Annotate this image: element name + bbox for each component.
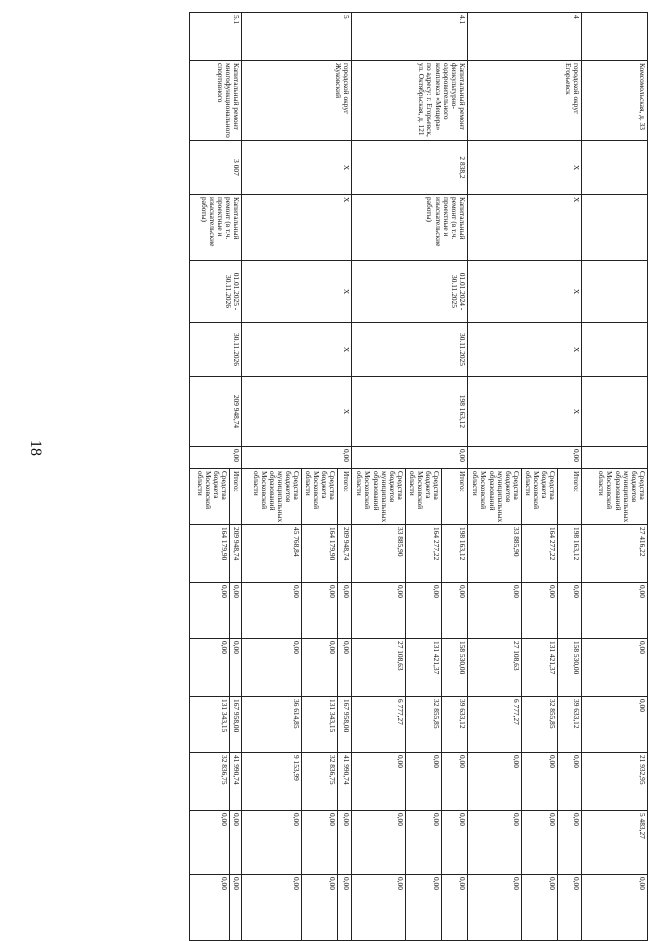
funding-source-cell: Средства бюджетов муниципальных образований Московской области xyxy=(352,469,406,525)
year-2027-cell: 0,00 xyxy=(352,811,406,875)
year-2026-cell: 32 836,75 xyxy=(190,753,230,811)
deadline-cell xyxy=(582,323,648,377)
remainder-cell: 0,00 xyxy=(352,875,406,941)
work-type-cell xyxy=(582,195,648,261)
row-number-cell: 4.1 xyxy=(352,13,468,61)
deadline-cell: X xyxy=(468,323,582,377)
year-2024-cell: 158 530,00 xyxy=(558,639,582,697)
remainder-cell: 0,00 xyxy=(558,875,582,941)
capacity-cell xyxy=(582,141,648,195)
year-2024-cell: 0,00 xyxy=(582,639,648,697)
object-name-cell: Капитальный ремонт физкультурно-оздоровительного комплекса «Мещера» по адресу: г. Егорьевск, ул. Октябрьская, д. 121 xyxy=(352,61,468,141)
year-2025-cell: 167 958,00 xyxy=(230,697,242,753)
year-2024-cell: 131 421,37 xyxy=(406,639,442,697)
remainder-cell: 0,00 xyxy=(302,875,338,941)
year-2024-cell: 0,00 xyxy=(338,639,352,697)
row-number-cell: 4 xyxy=(468,13,582,61)
funding-source-cell: Средства бюджета Московской области xyxy=(406,469,442,525)
year-2025-cell: 0,00 xyxy=(582,697,648,753)
row-number-cell xyxy=(582,13,648,61)
table-row xyxy=(442,13,468,941)
year-2026-cell: 0,00 xyxy=(442,753,468,811)
funding-source-cell: Итого: xyxy=(558,469,582,525)
work-period-cell xyxy=(582,261,648,323)
year-2024-cell: 27 108,63 xyxy=(352,639,406,697)
total-cell: 33 885,90 xyxy=(352,525,406,583)
object-name-cell: городской округ Жуковский xyxy=(242,61,352,141)
year-2026-cell: 0,00 xyxy=(522,753,558,811)
remainder-cell: 0,00 xyxy=(442,875,468,941)
funding-source-cell: Итого: xyxy=(230,469,242,525)
financed-cell: 0,00 xyxy=(468,447,582,469)
year-2023-cell: 0,00 xyxy=(242,583,302,639)
funding-source-cell: Итого: xyxy=(338,469,352,525)
year-2024-cell: 27 108,63 xyxy=(468,639,522,697)
year-2024-cell: 131 421,37 xyxy=(522,639,558,697)
total-cell: 198 163,12 xyxy=(442,525,468,583)
year-2027-cell: 0,00 xyxy=(302,811,338,875)
work-period-cell: 01.01.2025 - 30.11.2026 xyxy=(190,261,242,323)
year-2027-cell: 5 483,27 xyxy=(582,811,648,875)
year-2027-cell: 0,00 xyxy=(406,811,442,875)
year-2023-cell: 0,00 xyxy=(352,583,406,639)
year-2025-cell: 32 855,85 xyxy=(522,697,558,753)
year-2023-cell: 0,00 xyxy=(406,583,442,639)
year-2026-cell: 0,00 xyxy=(558,753,582,811)
year-2023-cell: 0,00 xyxy=(522,583,558,639)
year-2024-cell: 0,00 xyxy=(302,639,338,697)
work-period-cell: 01.01.2024 - 30.11.2025 xyxy=(352,261,468,323)
total-cell: 164 179,90 xyxy=(190,525,230,583)
year-2027-cell: 0,00 xyxy=(338,811,352,875)
row-number-cell: 5.1 xyxy=(190,13,242,61)
cost-limit-cell: X xyxy=(242,377,352,447)
funding-source-cell: Итого: xyxy=(442,469,468,525)
year-2025-cell: 36 614,85 xyxy=(242,697,302,753)
year-2027-cell: 0,00 xyxy=(468,811,522,875)
remainder-cell: 0,00 xyxy=(522,875,558,941)
table-row xyxy=(338,13,352,941)
table-row xyxy=(558,13,582,941)
year-2025-cell: 6 777,27 xyxy=(352,697,406,753)
work-period-cell: X xyxy=(242,261,352,323)
year-2023-cell: 0,00 xyxy=(468,583,522,639)
capacity-cell: 2 838,2 xyxy=(352,141,468,195)
capacity-cell: 3 007 xyxy=(190,141,242,195)
total-cell: 164 179,90 xyxy=(302,525,338,583)
cost-limit-cell: 198 163,12 xyxy=(352,377,468,447)
funding-source-cell: Средства бюджета Московской области xyxy=(522,469,558,525)
year-2024-cell: 158 530,00 xyxy=(442,639,468,697)
year-2023-cell: 0,00 xyxy=(338,583,352,639)
work-type-cell: X xyxy=(468,195,582,261)
remainder-cell: 0,00 xyxy=(190,875,230,941)
total-cell: 33 885,90 xyxy=(468,525,522,583)
year-2027-cell: 0,00 xyxy=(190,811,230,875)
year-2023-cell: 0,00 xyxy=(302,583,338,639)
total-cell: 209 948,74 xyxy=(338,525,352,583)
financed-cell: 0,00 xyxy=(352,447,468,469)
funding-source-cell: Средства бюджета Московской области xyxy=(190,469,230,525)
year-2025-cell: 39 633,12 xyxy=(442,697,468,753)
year-2025-cell: 131 343,15 xyxy=(190,697,230,753)
financed-cell: 0,00 xyxy=(190,447,242,469)
deadline-cell: 30.11.2026 xyxy=(190,323,242,377)
year-2025-cell: 167 958,00 xyxy=(338,697,352,753)
remainder-cell: 0,00 xyxy=(582,875,648,941)
object-name-cell: городской округ Егорьевск xyxy=(468,61,582,141)
year-2024-cell: 0,00 xyxy=(242,639,302,697)
year-2027-cell: 0,00 xyxy=(242,811,302,875)
cost-limit-cell xyxy=(582,377,648,447)
remainder-cell: 0,00 xyxy=(338,875,352,941)
total-cell: 164 277,22 xyxy=(406,525,442,583)
remainder-cell: 0,00 xyxy=(242,875,302,941)
rotated-table-container xyxy=(100,12,648,894)
total-cell: 198 163,12 xyxy=(558,525,582,583)
table-row xyxy=(230,13,242,941)
financed-cell: 0,00 xyxy=(242,447,352,469)
total-cell: 45 768,84 xyxy=(242,525,302,583)
budget-table xyxy=(189,12,648,941)
cost-limit-cell: 209 948,74 xyxy=(190,377,242,447)
work-period-cell: X xyxy=(468,261,582,323)
year-2026-cell: 41 990,74 xyxy=(230,753,242,811)
total-cell: 27 416,22 xyxy=(582,525,648,583)
capacity-cell: X xyxy=(242,141,352,195)
year-2023-cell: 0,00 xyxy=(442,583,468,639)
year-2026-cell: 0,00 xyxy=(352,753,406,811)
year-2025-cell: 39 633,12 xyxy=(558,697,582,753)
remainder-cell: 0,00 xyxy=(468,875,522,941)
year-2023-cell: 0,00 xyxy=(582,583,648,639)
year-2024-cell: 0,00 xyxy=(190,639,230,697)
work-type-cell: Капитальный ремонт (в т.ч. проектные и изыскательские работы) xyxy=(190,195,242,261)
cost-limit-cell: X xyxy=(468,377,582,447)
year-2027-cell: 0,00 xyxy=(522,811,558,875)
deadline-cell: 30.11.2025 xyxy=(352,323,468,377)
year-2026-cell: 32 836,75 xyxy=(302,753,338,811)
row-number-cell: 5 xyxy=(242,13,352,61)
year-2027-cell: 0,00 xyxy=(230,811,242,875)
year-2024-cell: 0,00 xyxy=(230,639,242,697)
deadline-cell: X xyxy=(242,323,352,377)
year-2023-cell: 0,00 xyxy=(190,583,230,639)
page-number: 18 xyxy=(27,440,44,456)
year-2025-cell: 131 343,15 xyxy=(302,697,338,753)
work-type-cell: X xyxy=(242,195,352,261)
year-2026-cell: 0,00 xyxy=(468,753,522,811)
year-2026-cell: 0,00 xyxy=(406,753,442,811)
year-2023-cell: 0,00 xyxy=(230,583,242,639)
object-name-cell: Комсомольская, д. 33 xyxy=(582,61,648,141)
year-2025-cell: 32 855,85 xyxy=(406,697,442,753)
table-row xyxy=(582,13,648,941)
year-2025-cell: 6 777,27 xyxy=(468,697,522,753)
object-name-cell: Капитальный ремонт многофункционального спортивного xyxy=(190,61,242,141)
capacity-cell: X xyxy=(468,141,582,195)
funding-source-cell: Средства бюджетов муниципальных образований Московской области xyxy=(582,469,648,525)
total-cell: 164 277,22 xyxy=(522,525,558,583)
remainder-cell: 0,00 xyxy=(406,875,442,941)
financed-cell xyxy=(582,447,648,469)
year-2023-cell: 0,00 xyxy=(558,583,582,639)
table-body xyxy=(190,13,648,941)
year-2027-cell: 0,00 xyxy=(442,811,468,875)
year-2026-cell: 9 153,99 xyxy=(242,753,302,811)
funding-source-cell: Средства бюджета Московской области xyxy=(302,469,338,525)
year-2027-cell: 0,00 xyxy=(558,811,582,875)
funding-source-cell: Средства бюджетов муниципальных образований Московской области xyxy=(468,469,522,525)
total-cell: 209 948,74 xyxy=(230,525,242,583)
remainder-cell: 0,00 xyxy=(230,875,242,941)
year-2026-cell: 41 990,74 xyxy=(338,753,352,811)
year-2026-cell: 21 932,95 xyxy=(582,753,648,811)
funding-source-cell: Средства бюджетов муниципальных образований Московской области xyxy=(242,469,302,525)
work-type-cell: Капитальный ремонт (в т.ч. проектные и изыскательские работы) xyxy=(352,195,468,261)
